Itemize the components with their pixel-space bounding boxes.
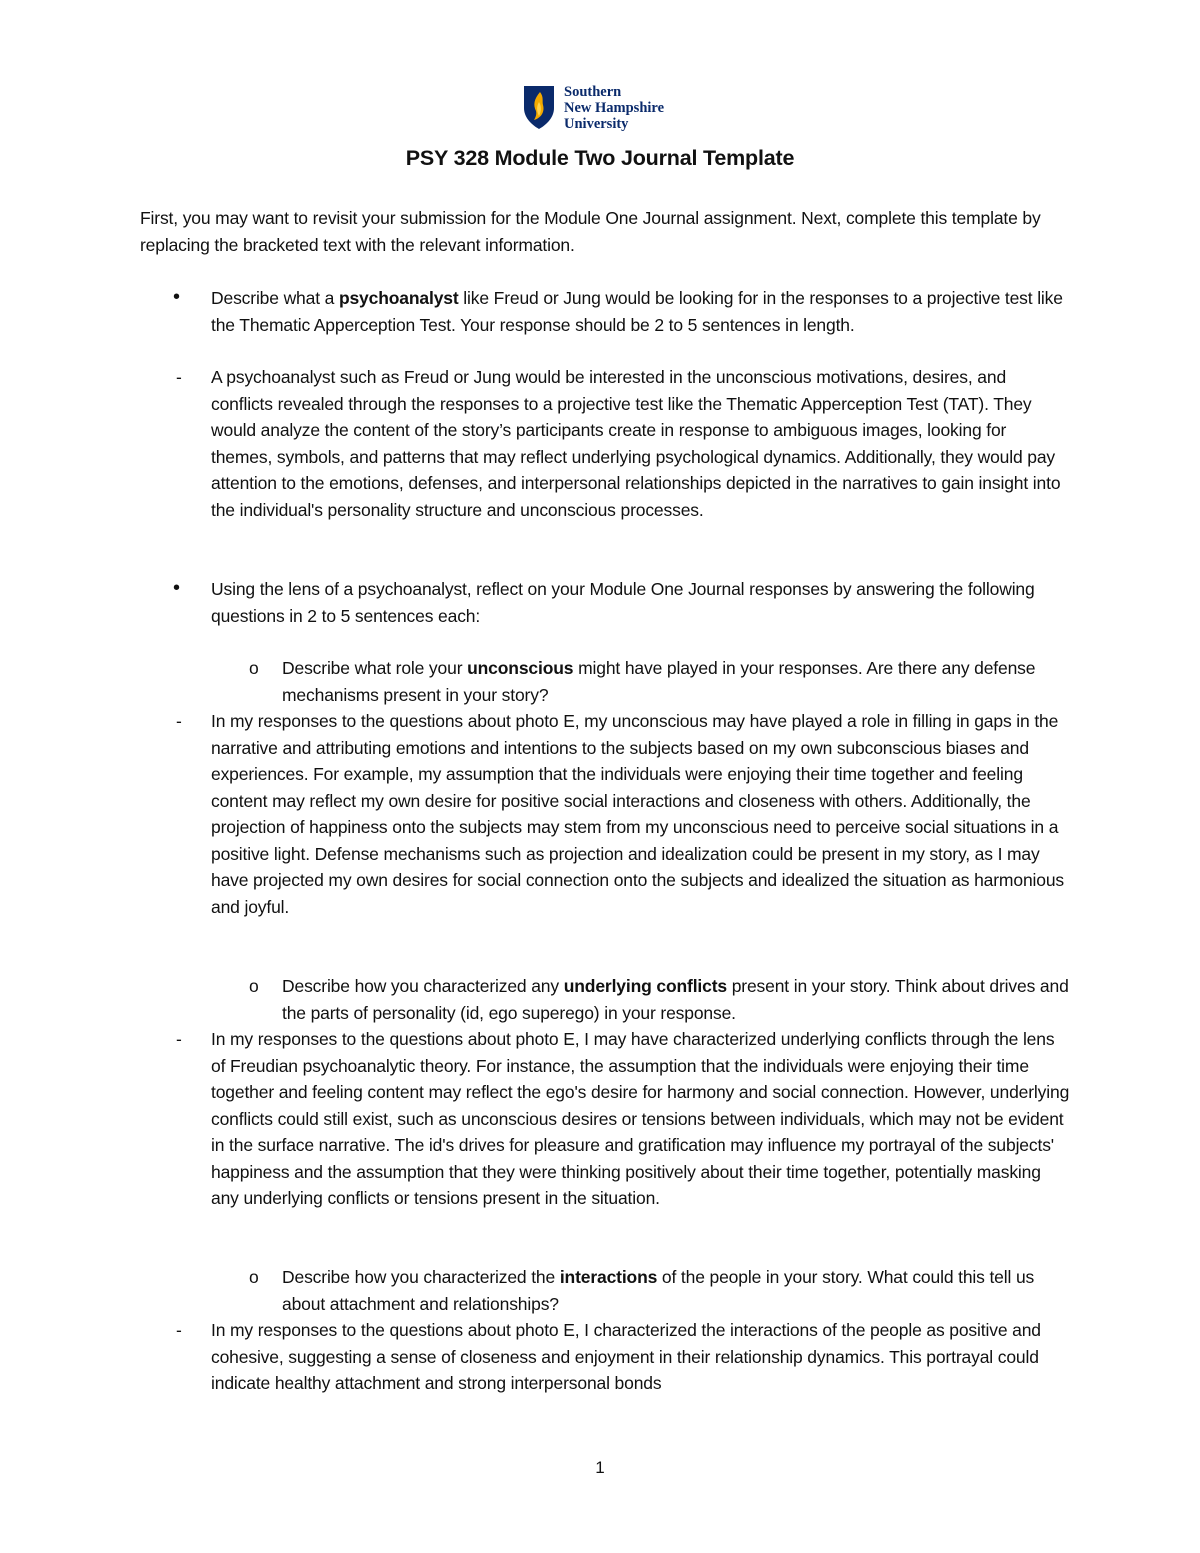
- sub-question-3-keyword: interactions: [559, 1267, 658, 1287]
- sub-question-1-rest: might have played in your responses. Are there any defense mechanisms present in your story?: [282, 658, 1036, 705]
- question-1-keyword: psychoanalyst: [338, 288, 459, 308]
- flame-shield-icon: [522, 84, 556, 130]
- bullet-marker: •: [173, 577, 181, 599]
- sub-question-3-rest: of the people in your story. What could this tell us about attachment and relationships?: [282, 1267, 1035, 1314]
- answer-3: In my responses to the questions about photo E, I may have characterized underlying conflicts through the lens of Freudian psychoanalytic theory. For instance, the assumption that the individuals were enjoying their time together and feeling content may reflect the ego's desire for harmony and social connection. However, underlying conflicts could still exist, such as unconscious desires or tensions between individuals, which may not be evident in the surface narrative. The id's drives for pleasure and gratification may influence my portrayal of the subjects' happiness and the assumption that they were thinking positively about their time together, potentially masking any underlying conflicts or tensions present in the situation.: [211, 1029, 1070, 1208]
- sub-question-2-keyword: underlying conflicts: [563, 976, 727, 996]
- sub-bullet-marker: o: [249, 1267, 259, 1287]
- answer-1: A psychoanalyst such as Freud or Jung would be interested in the unconscious motivations, desires, and conflicts revealed through the responses to a projective test like the Thematic Apperception Test (TAT). They would analyze the content of the story’s participants create in response to ambiguous images, looking for themes, symbols, and patterns that may reflect underlying psychological dynamics. Additionally, they would pay attention to the emotions, defenses, and interpersonal relationships depicted in the narratives to gain insight into the individual's personality structure and unconscious processes.: [211, 367, 1061, 520]
- sub-bullet-marker: o: [249, 658, 259, 678]
- dash-marker: -: [176, 711, 182, 731]
- logo-line-2: New Hampshire: [564, 100, 665, 116]
- question-1-lead: Describe what a: [211, 288, 339, 308]
- university-logo: [522, 84, 664, 132]
- logo-line-3: University: [564, 116, 629, 132]
- sub-question-1-lead: Describe what role your: [282, 658, 468, 678]
- sub-bullet-marker: o: [249, 976, 259, 996]
- bullet-marker: •: [173, 286, 181, 308]
- dash-marker: -: [176, 367, 182, 387]
- sub-question-1-keyword: unconscious: [467, 658, 574, 678]
- sub-question-3-lead: Describe how you characterized the: [282, 1267, 560, 1287]
- question-1: [211, 285, 1071, 338]
- intro-paragraph: First, you may want to revisit your submission for the Module One Journal assignment. Next, complete this template by replacing the bracketed text with the relevant information.: [140, 208, 1041, 255]
- sub-question-2: [282, 973, 1072, 1026]
- page-number: 1: [595, 1458, 605, 1477]
- dash-marker: -: [176, 1029, 182, 1049]
- sub-question-2-lead: Describe how you characterized any: [282, 976, 564, 996]
- answer-4: In my responses to the questions about photo E, I characterized the interactions of the people as positive and cohesive, suggesting a sense of closeness and enjoyment in their relationship dynamics. This portrayal could indicate healthy attachment and strong interpersonal bonds: [211, 1320, 1041, 1393]
- sub-question-3: [282, 1264, 1072, 1317]
- sub-question-2-rest: present in your story. Think about drives and the parts of personality (id, ego superego) in your response.: [282, 976, 1069, 1023]
- question-2: Using the lens of a psychoanalyst, reflect on your Module One Journal responses by answering the following questions in 2 to 5 sentences each:: [211, 579, 1035, 626]
- logo-line-1: Southern: [564, 84, 622, 100]
- answer-2: In my responses to the questions about photo E, my unconscious may have played a role in filling in gaps in the narrative and attributing emotions and intentions to the subjects based on my own subconscious biases and experiences. For example, my assumption that the individuals were enjoying their time together and feeling content may reflect my own desire for positive social interactions and closeness with others. Additionally, the projection of happiness onto the subjects may stem from my unconscious need to perceive social situations in a positive light. Defense mechanisms such as projection and idealization could be present in my story, as I may have projected my own desires for social connection onto the subjects and idealized the situation as harmonious and joyful.: [211, 711, 1065, 917]
- question-1-rest: like Freud or Jung would be looking for in the responses to a projective test like the Thematic Apperception Test. Your response should be 2 to 5 sentences in length.: [211, 288, 1063, 335]
- page-title: PSY 328 Module Two Journal Template: [405, 146, 795, 170]
- sub-question-1: [282, 655, 1072, 708]
- dash-marker: -: [176, 1320, 182, 1340]
